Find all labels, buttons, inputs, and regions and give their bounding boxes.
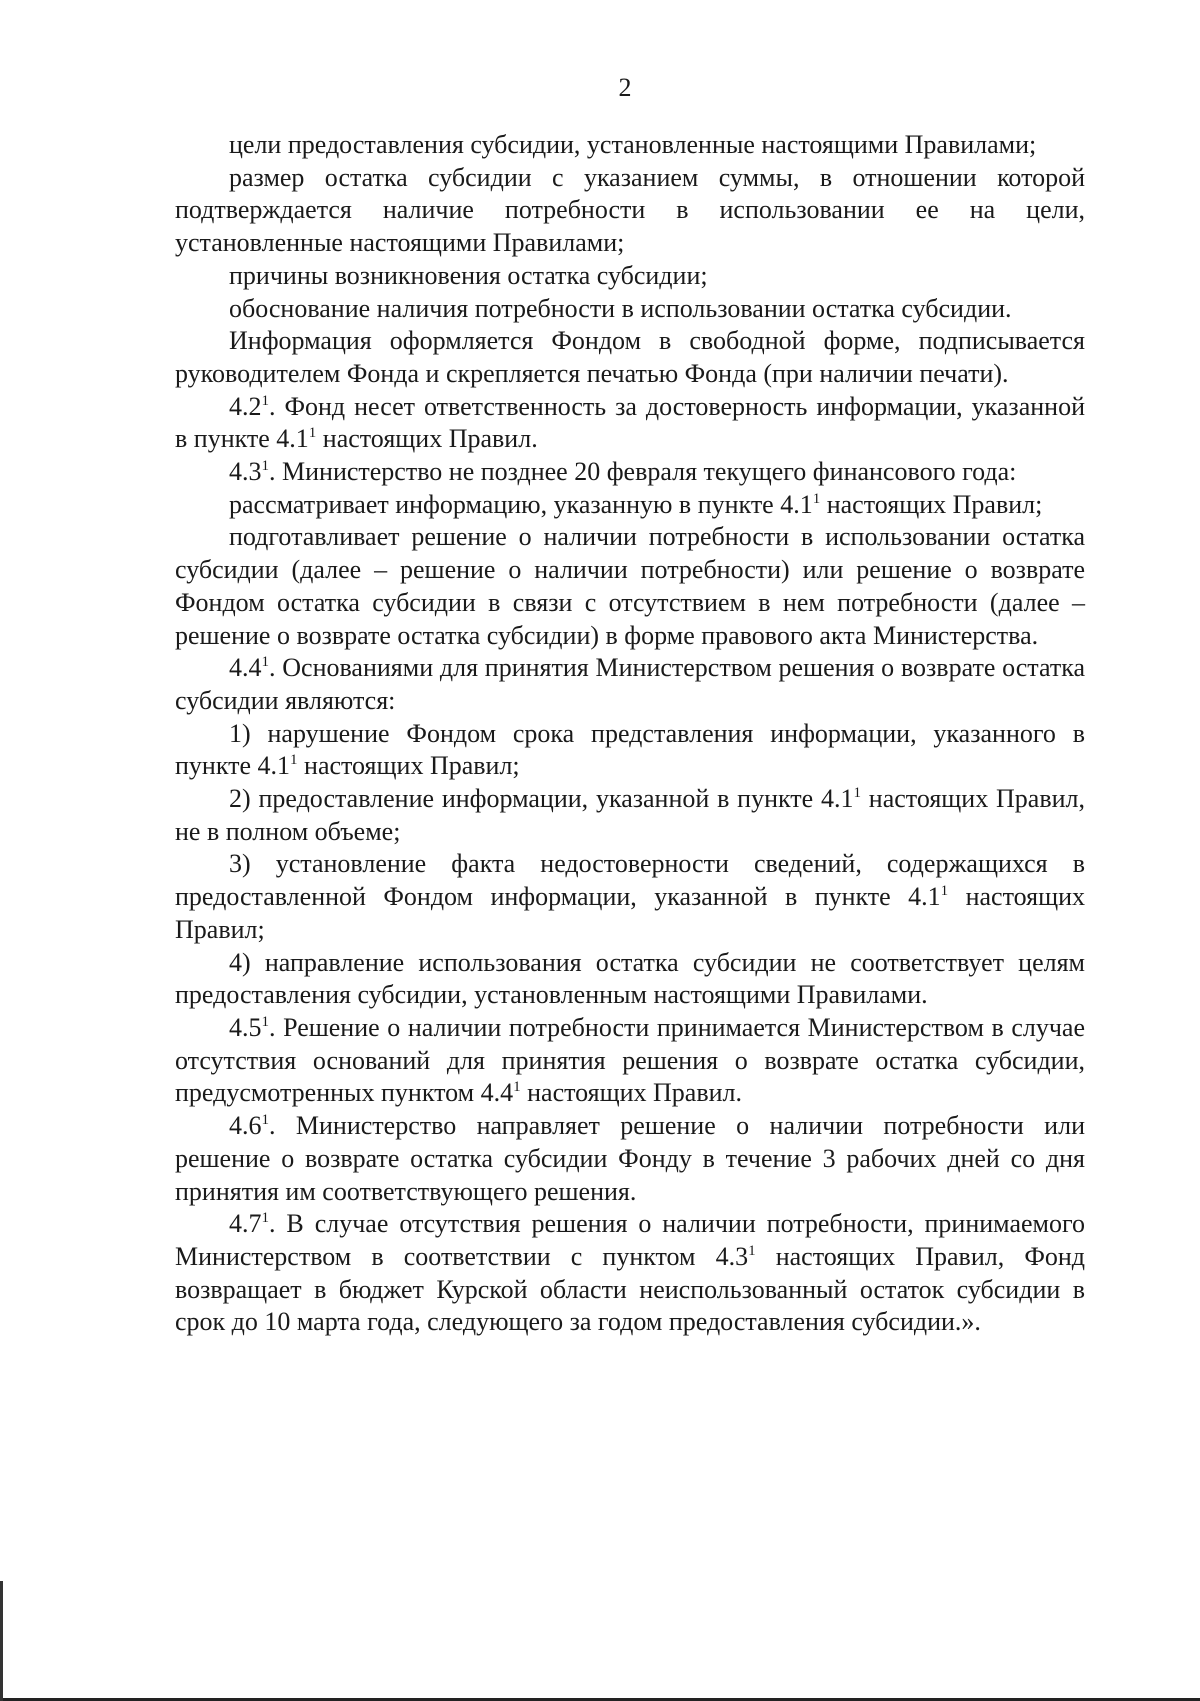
text-run: размер остатка субсидии с указанием суммы, в отношении которой подтверждается наличие потребности в использовании ее на цели, установленные настоящими Правилами; <box>175 162 1085 258</box>
text-run: . Министерство не позднее 20 февраля текущего финансового года: <box>269 457 1017 487</box>
text-run: причины возникновения остатка субсидии; <box>229 260 708 290</box>
text-run: 2) предоставление информации, указанной в пункте 4.1 <box>229 784 854 814</box>
text-run: подготавливает решение о наличии потребности в использовании остатка субсидии (далее – решение о наличии потребности) или решение о возврате Фондом остатка субсидии в связи с отсутствием в нем потребности (далее – решение о возврате остатка субсидии) в форме правового акта Министерства. <box>175 522 1085 650</box>
paragraph <box>175 456 1085 489</box>
text-run: обоснование наличия потребности в использовании остатка субсидии. <box>229 293 1012 323</box>
text-run: 4.6 <box>229 1111 262 1141</box>
paragraph <box>175 783 1085 848</box>
text-run: цели предоставления субсидии, установленные настоящими Правилами; <box>229 130 1037 159</box>
text-run: настоящих Правил; <box>175 882 1086 944</box>
paragraph <box>175 489 1085 522</box>
superscript: 1 <box>261 654 269 671</box>
text-run: настоящих Правил, не в полном объеме; <box>175 784 1085 846</box>
paragraph <box>175 162 1085 260</box>
superscript: 1 <box>853 785 861 802</box>
paragraph <box>175 521 1085 652</box>
text-run: настоящих Правил, Фонд возвращает в бюджет Курской области неиспользованный остаток субсидии в срок до 10 марта года, следующего за годом предоставления субсидии.». <box>175 1241 1085 1337</box>
paragraph <box>175 652 1085 717</box>
paragraph <box>175 129 1085 162</box>
text-run: . Решение о наличии потребности принимается Министерством в случае отсутствия оснований для принятия решения о возврате остатка субсидии, предусмотренных пунктом 4.4 <box>175 1012 1085 1108</box>
paragraph <box>175 391 1085 456</box>
page-number: 2 <box>618 73 632 102</box>
superscript: 1 <box>261 392 269 409</box>
text-run: Информация оформляется Фондом в свободной форме, подписывается руководителем Фонда и скрепляется печатью Фонда (при наличии печати). <box>175 326 1085 388</box>
text-run: 4) направление использования остатка субсидии не соответствует целям предоставления субсидии, установленным настоящими Правилами. <box>175 947 1085 1010</box>
text-run: 4.5 <box>229 1012 262 1042</box>
superscript: 1 <box>261 1210 269 1227</box>
text-run: . Фонд несет ответственность за достоверность информации, указанной в пункте 4.1 <box>175 391 1085 454</box>
superscript: 1 <box>748 1242 756 1259</box>
text-run: 4.2 <box>229 391 262 421</box>
text-run: . Основаниями для принятия Министерством решения о возврате остатка субсидии являются: <box>175 653 1085 715</box>
text-run: настоящих Правил; <box>297 751 520 781</box>
superscript: 1 <box>290 752 298 769</box>
superscript: 1 <box>812 490 821 507</box>
paragraph <box>175 947 1085 1012</box>
text-run: настоящих Правил. <box>520 1078 743 1108</box>
superscript: 1 <box>940 883 949 900</box>
paragraph <box>175 1012 1085 1110</box>
text-run: 1) нарушение Фондом срока представления информации, указанного в пункте 4.1 <box>175 718 1085 781</box>
text-run: . Министерство направляет решение о наличии потребности или решение о возврате остатка субсидии Фонду в течение 3 рабочих дней со дня принятия им соответствующего решения. <box>175 1111 1085 1206</box>
superscript: 1 <box>261 458 269 475</box>
text-run: 3) установление факта недостоверности сведений, содержащихся в предоставленной Фондом информации, указанной в пункте 4.1 <box>175 849 1085 912</box>
scan-edge-left <box>0 1581 3 1701</box>
text-run: 4.7 <box>229 1209 262 1239</box>
paragraph <box>175 1110 1085 1208</box>
superscript: 1 <box>513 1079 521 1096</box>
document-body <box>175 129 1085 1339</box>
paragraph <box>175 1208 1085 1339</box>
text-run: . В случае отсутствия решения о наличии потребности, принимаемого Министерством в соответствии с пунктом 4.3 <box>175 1209 1085 1271</box>
paragraph <box>175 325 1085 390</box>
text-run: 4.4 <box>229 653 262 683</box>
paragraph <box>175 260 1085 293</box>
text-run: настоящих Правил. <box>316 424 538 454</box>
text-run: 4.3 <box>229 457 262 487</box>
text-run: настоящих Правил; <box>820 489 1043 519</box>
superscript: 1 <box>308 425 317 442</box>
text-run: рассматривает информацию, указанную в пункте 4.1 <box>229 489 813 519</box>
superscript: 1 <box>261 1112 269 1129</box>
paragraph <box>175 718 1085 783</box>
paragraph <box>175 848 1085 946</box>
superscript: 1 <box>261 1013 269 1030</box>
paragraph <box>175 293 1085 326</box>
